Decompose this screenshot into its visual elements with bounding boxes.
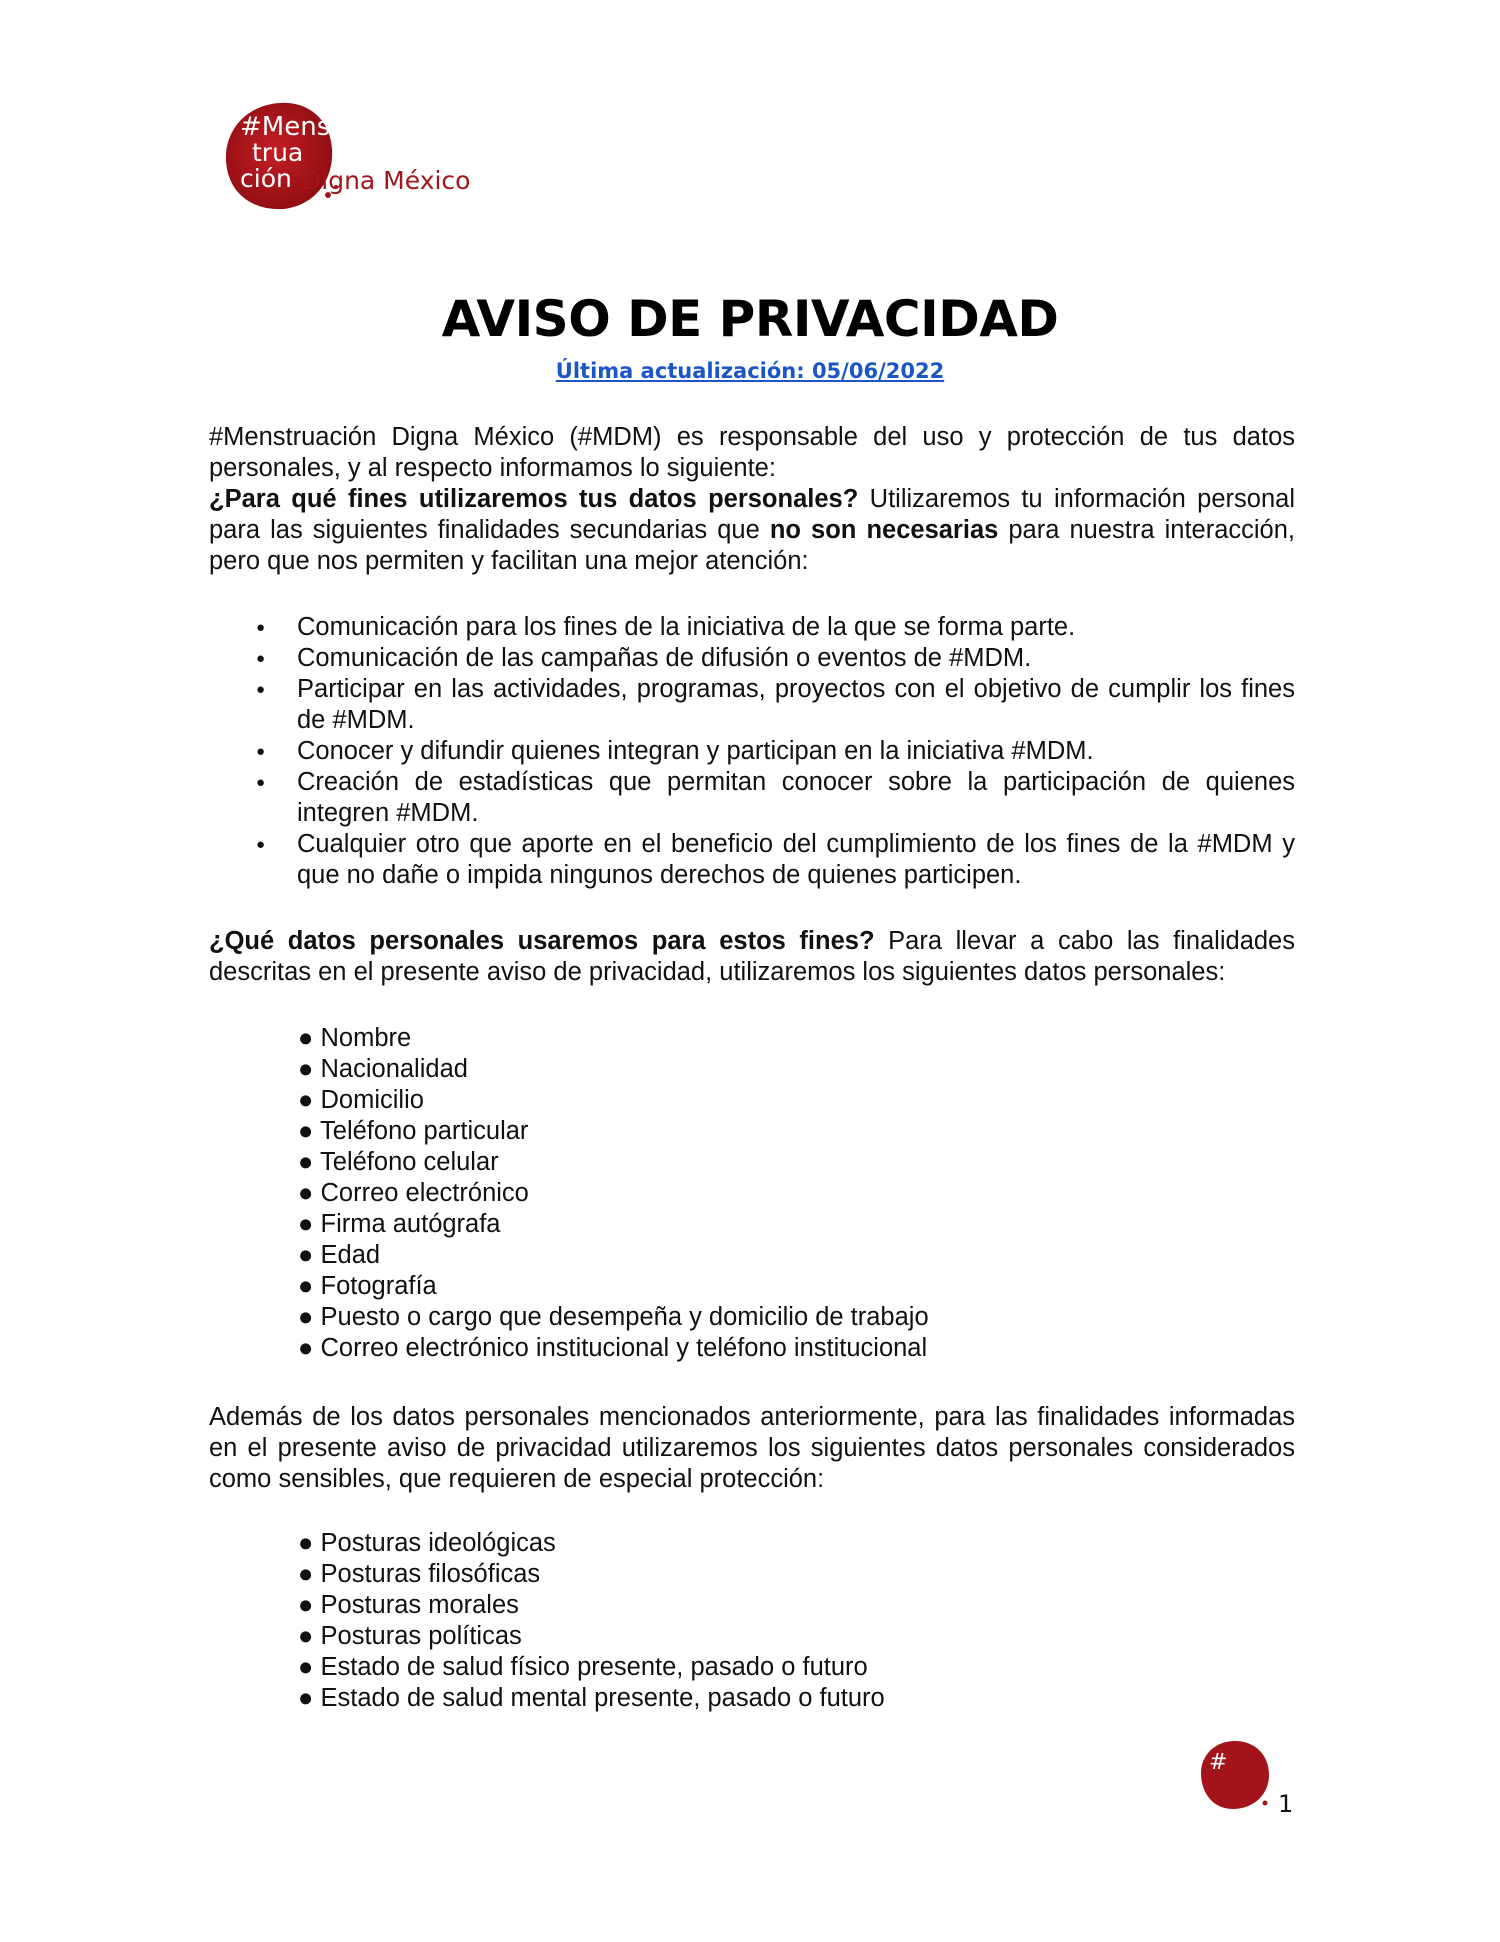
- svg-text:#: #: [1209, 1750, 1228, 1775]
- list-item: ● Nacionalidad: [298, 1054, 929, 1085]
- list-item: ● Teléfono celular: [298, 1147, 929, 1178]
- list-item: ● Comunicación de las campañas de difusión o eventos de #MDM.: [209, 643, 1295, 674]
- personal-data-list: [298, 1023, 929, 1364]
- list-item: ● Correo electrónico: [298, 1178, 929, 1209]
- page-number: 1: [1278, 1790, 1294, 1818]
- list-item: ● Nombre: [298, 1023, 929, 1054]
- menstruacion-digna-logo: [218, 97, 498, 217]
- list-item: ● Posturas políticas: [298, 1621, 885, 1652]
- question-data-block: [209, 926, 1295, 988]
- intro-block: [209, 422, 1295, 577]
- list-item: ● Firma autógrafa: [298, 1209, 929, 1240]
- intro-paragraph: #Menstruación Digna México (#MDM) es responsable del uso y protección de tus datos personales, y al respecto informamos lo siguiente:: [209, 423, 1295, 482]
- list-item: ● Comunicación para los fines de la iniciativa de la que se forma parte.: [209, 612, 1295, 643]
- logo-line-3: ción: [240, 164, 292, 193]
- list-item: ● Cualquier otro que aporte en el beneficio del cumplimiento de los fines de la #MDM y que no dañe o impida ningunos derechos de quienes participen.: [209, 829, 1295, 891]
- list-item: ● Teléfono particular: [298, 1116, 929, 1147]
- sensitive-intro: Además de los datos personales mencionados anteriormente, para las finalidades informadas en el presente aviso de privacidad utilizaremos los siguientes datos personales considerados como sensibles, que requieren de especial protección:: [209, 1403, 1295, 1493]
- list-item: ● Estado de salud mental presente, pasado o futuro: [298, 1683, 885, 1714]
- list-item: ● Puesto o cargo que desempeña y domicilio de trabajo: [298, 1302, 929, 1333]
- list-item: ● Correo electrónico institucional y teléfono institucional: [298, 1333, 929, 1364]
- list-item: ● Posturas filosóficas: [298, 1559, 885, 1590]
- sensitive-intro-block: [209, 1402, 1295, 1495]
- last-updated-link[interactable]: Última actualización: 05/06/2022: [555, 359, 945, 383]
- list-item: ● Participar en las actividades, programas, proyectos con el objetivo de cumplir los fines de #MDM.: [209, 674, 1295, 736]
- list-item: ● Estado de salud físico presente, pasado o futuro: [298, 1652, 885, 1683]
- list-item: ● Conocer y difundir quienes integran y participan en la iniciativa #MDM.: [209, 736, 1295, 767]
- list-item: ● Domicilio: [298, 1085, 929, 1116]
- question-data: ¿Qué datos personales usaremos para estos fines? Para llevar a cabo las finalidades descritas en el presente aviso de privacidad, utilizaremos los siguientes datos personales:: [209, 927, 1295, 986]
- list-item: ● Fotografía: [298, 1271, 929, 1302]
- list-item: ● Posturas ideológicas: [298, 1528, 885, 1559]
- list-item: ● Posturas morales: [298, 1590, 885, 1621]
- logo-line-4: Digna México: [302, 166, 471, 195]
- footer-hash-logo: [1195, 1735, 1275, 1815]
- list-item: ● Creación de estadísticas que permitan conocer sobre la participación de quienes integren #MDM.: [209, 767, 1295, 829]
- logo-line-1: #Mens: [240, 112, 331, 142]
- logo-line-2: trua: [252, 138, 304, 167]
- page-title: AVISO DE PRIVACIDAD: [441, 290, 1059, 348]
- sensitive-data-list: [298, 1528, 885, 1714]
- purposes-list: [209, 612, 1295, 891]
- question-purposes: ¿Para qué fines utilizaremos tus datos personales? Utilizaremos tu información personal para las siguientes finalidades secundarias que no son necesarias para nuestra interacción, pero que nos permiten y facilitan una mejor atención:: [209, 485, 1296, 575]
- list-item: ● Edad: [298, 1240, 929, 1271]
